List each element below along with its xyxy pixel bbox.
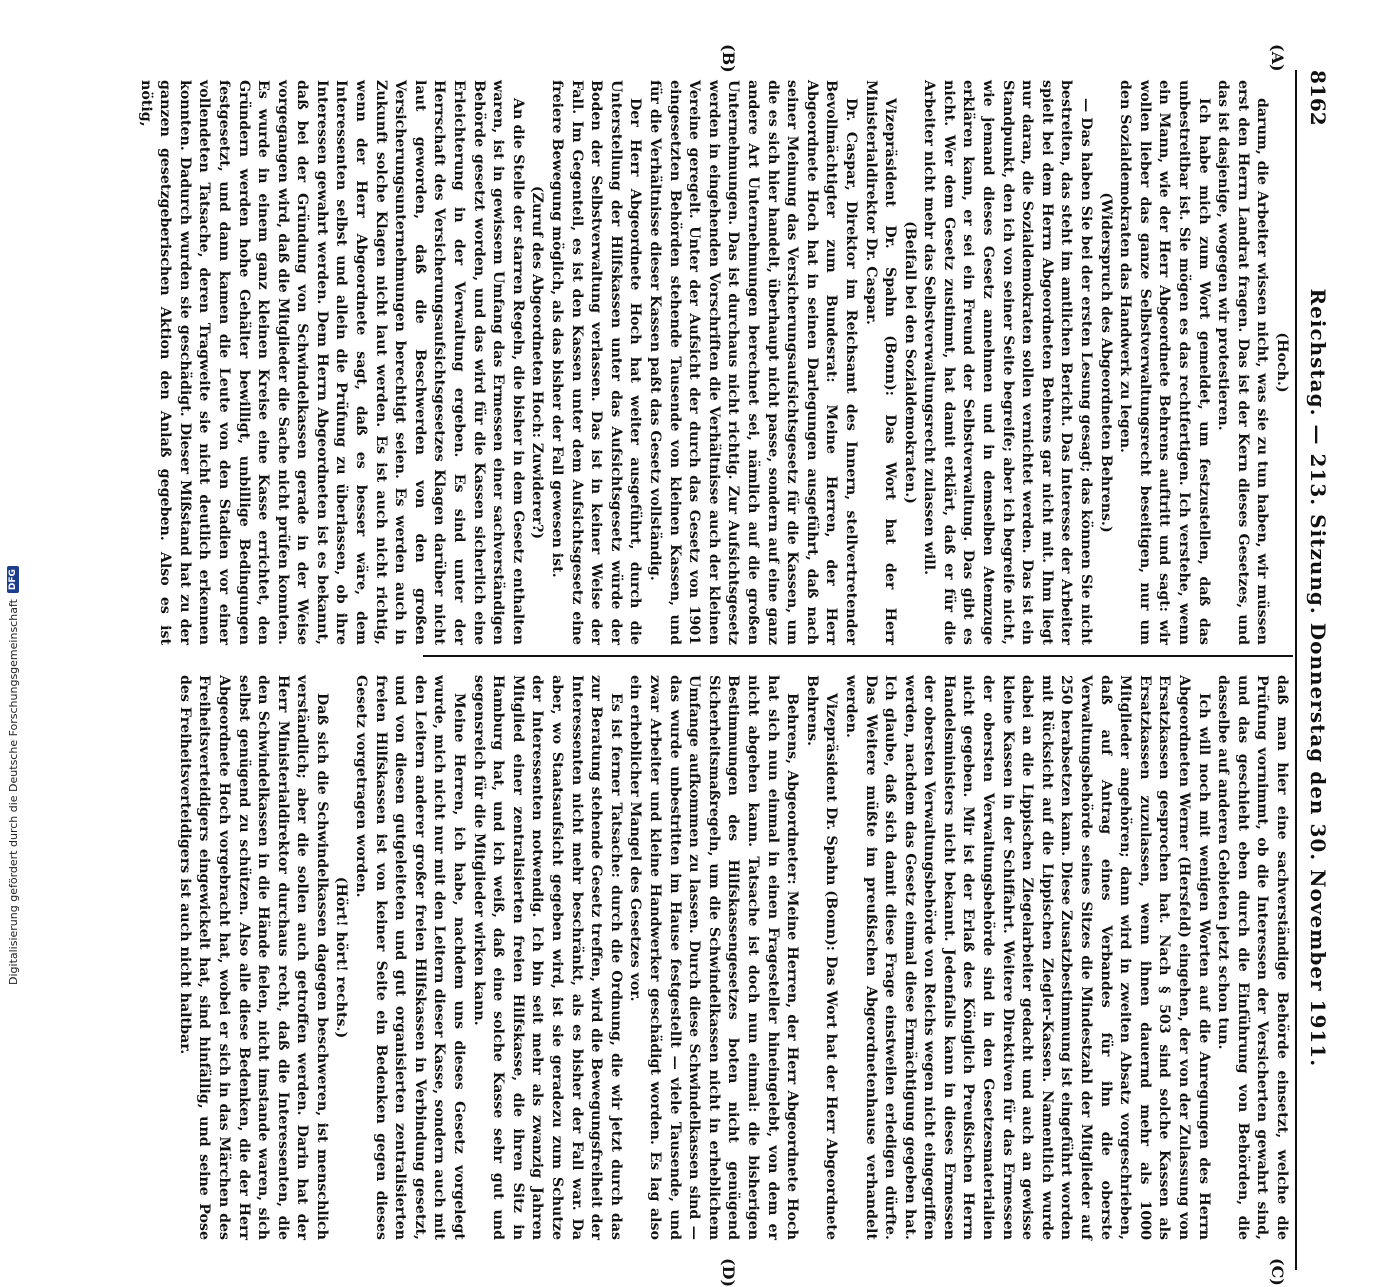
- margin-letter-b: (B): [719, 44, 738, 73]
- page-number: 8162: [1306, 70, 1330, 126]
- margin-letter-d: (D): [719, 1258, 738, 1287]
- credit-text: Digitalisierung gefördert durch die Deutsche Forschungsgemeinschaft: [6, 599, 20, 985]
- right-column: [176, 675, 1291, 1240]
- margin-letter-a: (A): [1268, 44, 1287, 72]
- right-column-paragraph: Meine Herren, ich habe, nachdem uns dieses Gesetz vorgelegt wurde, mich nicht nur mit den Leitern dieser Kasse, sondern auch mit den Leitern anderer großer freien Hilfskassen in Verbindung gesetzt, und von diesen gutgeleiteten und gut organisierten zentralisierten freien Hilfskassen ist von keiner Seite ein Bedenken gegen dieses Gesetz vorgetragen worden.: [353, 675, 468, 1240]
- right-column-paragraph: Es ist ferner Tatsache: durch die Ordnung, die wir jetzt durch das zur Beratung stehende Gesetz treffen, wird die Bewegungsfreiheit der Interessenten nicht mehr beschränkt, als es bisher der Fall war. Da aber, wo Staatsaufsicht gegeben wird, ist sie geradezu zum Schutze der Interessenten notwendig. Ich bin seit mehr als zwanzig Jahren Mitglied einer zentralisierten freien Hilfskasse, die ihren Sitz in Hamburg hat, und ich weiß, daß eine solche Kasse sehr gut und segensreich für die Mitglieder wirken kann.: [470, 675, 624, 1240]
- left-column-paragraph: (Beifall bei den Sozialdemokraten.): [901, 221, 918, 504]
- margin-letter-c: (C): [1268, 1258, 1287, 1286]
- left-column-paragraph: — Das haben Sie bei der ersten Lesung gesagt; das können Sie nicht bestreiten, das steht im amtlichen Bericht. Das Interesse der Arbeiter spielt bei dem Herrn Abgeordneten Behrens gar nicht mit. Ihm liegt nur daran, die Sozialdemokraten sollen vernichtet werden. Das ist ein Standpunkt, den ich von seiner Seite begreife; aber ich begreife nicht, wie jemand dieses Gesetz annehmen und in demselben Atemzuge erklären kann, er sei ein Freund der Selbstverwaltung. Das gibt es nicht. Wer dem Gesetz zustimmt, hat damit erklärt, daß er für die Arbeiter nicht mehr das Selbstverwaltungsrecht zulassen will.: [921, 80, 1095, 645]
- left-column: [137, 80, 1291, 645]
- dfg-logo: DFG: [7, 566, 19, 593]
- column-divider: [423, 655, 1293, 657]
- right-column-paragraph: Daß sich die Schwindelkassen dagegen beschweren, ist menschlich verständlich; aber die sollen auch getroffen werden. Darin hat der Herr Ministerialdirektor durchaus recht, daß die Interessenten, die den Schwindelkassen in die Hände fielen, nicht imstande waren, sich selbst genügend zu schützen. Also alle diese Bedenken, die der Herr Abgeordnete Hoch vorgebracht hat, wobei er sich in das Märchen des Freiheitsverteidigers eingewickelt hat, sind hinfällig, und seine Pose des Freiheitsverteidigers ist auch nicht haltbar.: [176, 675, 330, 1240]
- left-column-paragraph: Der Herr Abgeordnete Hoch hat weiter ausgeführt, durch die Unterstellung der Hilfskassen unter das Aufsichtsgesetz würde der Boden der Selbstverwaltung verlassen. Das ist in keiner Weise der Fall. Im Gegenteil, es ist den Kassen unter dem Aufsichtsgesetz eine freiere Bewegung möglich, als das bisher der Fall gewesen ist.: [549, 80, 644, 645]
- left-column-paragraph: (Widerspruch des Abgeordneten Behrens.): [1097, 192, 1114, 533]
- left-column-paragraph: (Zuruf des Abgeordneten Hoch: Zuwiderer?): [529, 185, 546, 540]
- right-column-paragraph: daß man hier eine sachverständige Behörde einsetzt, welche die Prüfung vornimmt, ob die Interessen der Versicherten gewahrt sind, und das geschieht eben durch die Einführung von Behörden, die dasselbe auf anderen Gebieten jetzt schon tun.: [1215, 675, 1290, 1240]
- left-column-paragraph: Ich habe mich zum Wort gemeldet, um festzustellen, daß das unbestreitbar ist. Sie mögen es das rechtfertigen. Ich verstehe, wenn ein Mann, wie der Herr Abgeordnete Behrens auftritt und sagt: wir wollen lieber das ganze Selbstverwaltungsrecht beseitigen, nur um den Sozialdemokraten das Handwerk zu legen.: [1117, 80, 1212, 645]
- left-column-paragraph: An die Stelle der starren Regeln, die bisher in dem Gesetz enthalten waren, ist in gewissem Umfang das Ermessen einer sachverständigen Behörde gesetzt worden, und das wird für die Kassen sicherlich eine Erleichterung in der Verwaltung ergeben. Es sind unter der Herrschaft des Versicherungsaufsichtsgesetzes Klagen darüber nicht laut geworden, daß die Beschwerden von den großen Versicherungsunternehmungen berechtigt seien. Es werden auch in Zukunft solche Klagen nicht laut werden. Es ist auch nicht richtig, wenn der Herr Abgeordnete sagt, daß es besser wäre, dem Interessenten selbst und allein die Prüfung zu überlassen, ob ihre Interessen gewahrt werden. Dem Herrn Abgeordneten ist es bekannt, daß bei der Gründung von Schwindelkassen gerade in der Weise vorgegangen wird, daß die Mitglieder die Sache nicht prüfen konnten. Es wurde in einem ganz kleinen Kreise eine Kasse errichtet, den Gründern werden hohe Gehälter bewilligt, unbillige Bedingungen festgesetzt, und dann kamen die Leute von den Stadien vor einer vollendeten Tatsache, deren Tragweite sie nicht deutlich erkennen konnten. Dadurch wurden sie geschädigt. Dieser Mißstand hat zu der ganzen gesetzgeberischen Aktion den Anlaß gegeben. Also es ist nötig,: [137, 80, 526, 645]
- right-column-paragraph: Ich will noch mit wenigen Worten auf die Anregungen des Herrn Abgeordneten Werner (Hersfeld) eingehen, der von der Zulassung von Ersatzkassen gesprochen hat. Nach § 503 sind solche Kassen als Ersatzkassen zuzulassen, wenn ihnen dauernd mehr als 1000 Mitglieder angehören; dann wird in zweiten Absatz vorgeschrieben, daß auf Antrag eines Verbandes für ihn die oberste Verwaltungsbehörde seines Sitzes die Mindestzahl der Mitglieder auf 250 herabsetzen kann. Diese Zusatzbestimmung ist eingeführt worden mit Rücksicht auf die Lippischen Ziegler-Kassen. Namentlich wurde dabei an die Lippischen Ziegelarbeiter gedacht und auch an gewisse kleine Kassen in der Schiffahrt. Weitere Direktiven für das Ermessen der obersten Verwaltungsbehörde sind in den Gesetzesmaterialien nicht gegeben. Mir ist der Erlaß des Königlich Preußischen Herrn Handelsministers nicht bekannt. Jedenfalls kann in dieses Ermessen der obersten Verwaltungsbehörde von Reichs wegen nicht eingegriffen werden, nachdem das Gesetz einmal diese Ermächtigung gegeben hat. Ich glaube, daß sich damit diese Frage einstweilen erledigen dürfte. Das Weitere müßte im preußischen Abgeordnetenhause verhandelt werden.: [842, 675, 1212, 1240]
- left-column-paragraph: Dr. Caspar, Direktor im Reichsamt des Innern, stellvertretender Bevollmächtigter zum Bundesrat: Meine Herren, der Herr Abgeordnete Hoch hat in seinen Darlegungen ausgeführt, daß nach seiner Meinung das Versicherungsaufsichtsgesetz für die Kassen, um die es sich hier handelt, überhaupt nicht passe, sondern auf eine ganz andere Art Unternehmungen berechnet sei, nämlich auf die großen Unternehmungen. Das ist durchaus nicht richtig. Zur Aufsichtsgesetz werden in eingehenden Vorschriften die Verhältnisse auch der kleinen Vereine geregelt. Unter der Aufsicht der durch das Gesetz von 1901 eingesetzten Behörden stehende Tausende von kleinen Kassen, und für die Verhältnisse dieser Kassen paßt das Gesetz vollständig.: [647, 80, 859, 645]
- page-title: Reichstag. — 213. Sitzung. Donnerstag den 30. November 1911.: [1306, 288, 1330, 1068]
- left-column-paragraph: (Hoch.): [1274, 332, 1290, 393]
- header-rule: [1295, 70, 1297, 1270]
- left-column-paragraph: Vizepräsident Dr. Spahn (Bonn): Das Wort hat der Herr Ministerialdirektor Dr. Caspar.: [862, 80, 899, 645]
- page-header: [1298, 70, 1338, 1270]
- digitization-credit: [4, 0, 22, 985]
- right-column-paragraph: Behrens, Abgeordneter: Meine Herren, der Herr Abgeordnete Hoch hat sich nun einmal in einen Fragesteller hineingelebt, von dem er nicht abgehen kann. Tatsache ist doch nun einmal: die bisherigen Bestimmungen des Hilfskassengesetzes boten nicht genügend Sicherheitsmaßregeln, um die Schwindelkassen nicht in erheblichem Umfange aufkommen zu lassen. Durch diese Schwindelkassen sind — das wurde unbestritten im Hause festgestellt — viele Tausende, und zwar Arbeiter und kleine Handwerker geschädigt worden. Es lag also ein erheblicher Mangel des Gesetzes vor.: [627, 675, 801, 1240]
- right-column-paragraph: (Hört! hört! rechts.): [333, 876, 350, 1039]
- right-column-paragraph: Vizepräsident Dr. Spahn (Bonn): Das Wort hat der Herr Abgeordnete Behrens.: [803, 675, 840, 1240]
- left-column-paragraph: darum, die Arbeiter wissen nicht, was sie zu tun haben, wir müssen erst den Herrn Landrat fragen. Das ist der Kern dieses Gesetzes, und das ist dasjenige, wogegen wir protestieren.: [1215, 80, 1271, 645]
